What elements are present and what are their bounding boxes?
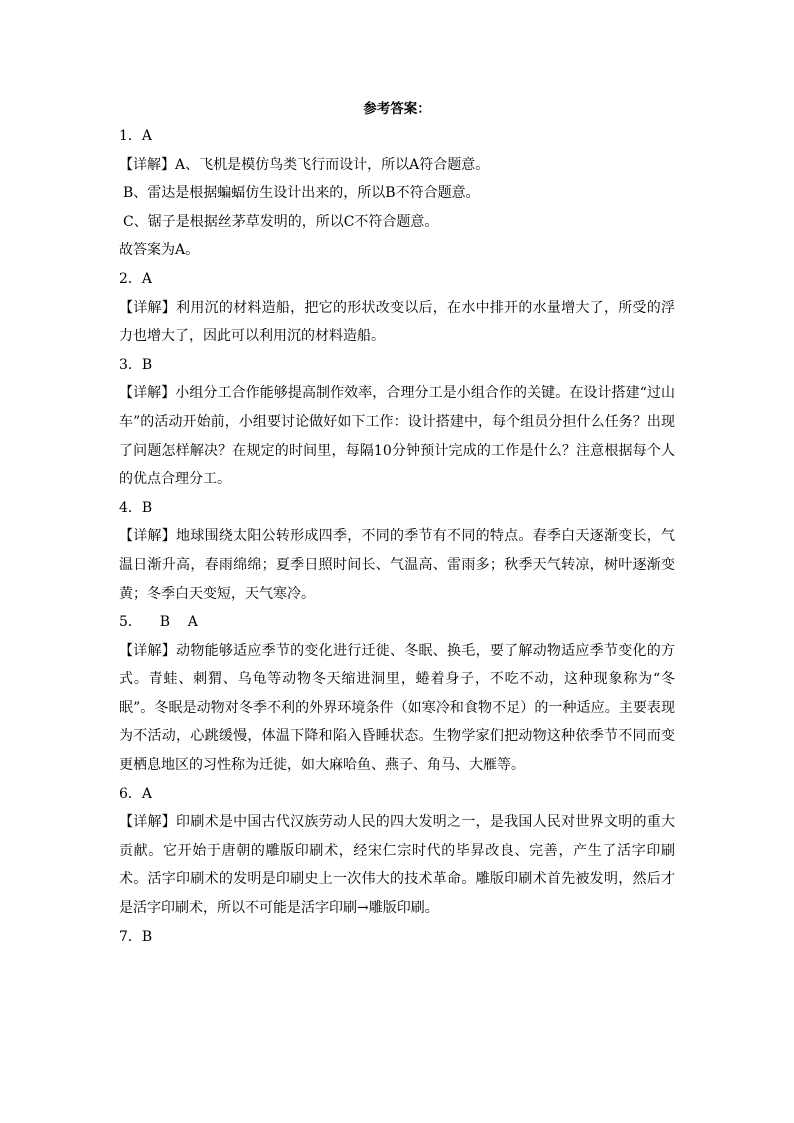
explanation-line-4: 故答案为A。 bbox=[119, 242, 200, 259]
answer-number-3: 3．B bbox=[119, 356, 153, 373]
answer-content bbox=[119, 97, 675, 951]
answer-number-1: 1．A bbox=[119, 128, 153, 144]
explanation-paragraph-5: 【详解】动物能够适应季节的变化进行迁徙、冬眠、换毛，要了解动物适应季节变化的方式。青蛙、刺猬、乌龟等动物冬天缩进洞里，蜷着身子，不吃不动，这种现象称为“冬眠”。冬眠是动物对冬季不利的外界环境条件（如寒冷和食物不足）的一种适应。主要表现为不活动，心跳缓慢，体温下降和陷入昏睡状态。生物学家们把动物这种依季节不同而变更栖息地区的习性称为迁徙，如大麻哈鱼、燕子、角马、大雁等。 bbox=[119, 642, 675, 774]
answer-number-7: 7．B bbox=[119, 928, 153, 945]
explanation-line-2: B、雷达是根据蝙蝠仿生设计出来的，所以B不符合题意。 bbox=[123, 185, 480, 202]
explanation-paragraph-4: 【详解】地球围绕太阳公转形成四季，不同的季节有不同的特点。春季白天逐渐变长，气温日渐升高，春雨绵绵；夏季日照时间长、气温高、雷雨多；秋季天气转凉，树叶逐渐变黄；冬季白天变短，天气寒冷。 bbox=[119, 528, 675, 602]
answer-number-2: 2．A bbox=[119, 270, 153, 287]
explanation-paragraph-3: 【详解】小组分工合作能够提高制作效率，合理分工是小组合作的关键。在设计搭建“过山车”的活动开始前，小组要讨论做好如下工作：设计搭建中，每个组员分担什么任务？出现了问题怎样解决？在规定的时间里，每隔10分钟预计完成的工作是什么？注意根据每个人的优点合理分工。 bbox=[119, 385, 675, 488]
explanation-line-1: 【详解】A、飞机是模仿鸟类飞行而设计，所以A符合题意。 bbox=[119, 156, 490, 173]
explanation-paragraph-6: 【详解】印刷术是中国古代汉族劳动人民的四大发明之一，是我国人民对世界文明的重大贡献。它开始于唐朝的雕版印刷术，经宋仁宗时代的毕昇改良、完善，产生了活字印刷术。活字印刷术的发明是印刷史上一次伟大的技术革命。雕版印刷术首先被发明，然后才是活字印刷术，所以不可能是活字印刷→雕版印刷。 bbox=[119, 814, 675, 917]
answer-number-6: 6．A bbox=[119, 785, 153, 802]
answer-number-4: 4．B bbox=[119, 499, 153, 516]
answer-number-5: 5． B A bbox=[119, 614, 198, 631]
explanation-line-3: C、锯子是根据丝茅草发明的，所以C不符合题意。 bbox=[123, 213, 439, 230]
explanation-paragraph-2: 【详解】利用沉的材料造船，把它的形状改变以后，在水中排开的水量增大了，所受的浮力也增大了，因此可以利用沉的材料造船。 bbox=[119, 299, 675, 345]
page-title: 参考答案： bbox=[363, 101, 431, 117]
